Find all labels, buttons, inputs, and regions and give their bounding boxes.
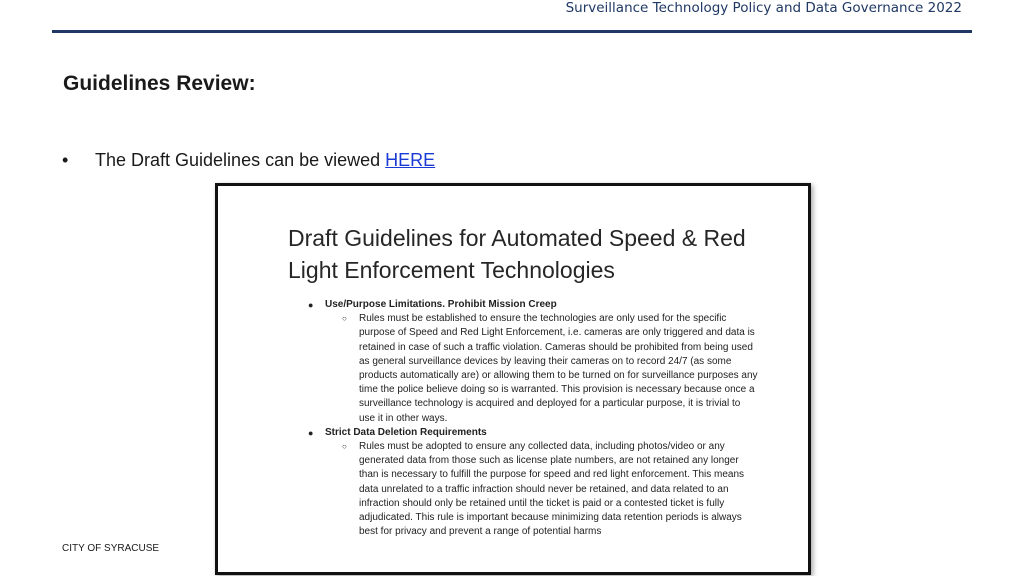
- sub-bullet: ○: [342, 314, 347, 324]
- section-item: [308, 298, 758, 312]
- section-body-item: [342, 440, 758, 539]
- section-body: Rules must be adopted to ensure any collected data, including photos/video or any generated data from those such as license plate numbers, are not retained any longer than is necessary to fulfill the purpose for speed and red light enforcement. This means data unrelated to a traffic infraction should never be retained, and data related to an infraction should only be retained until the ticket is paid or a contested ticket is fully adjudicated. This rule is important because minimizing data retention periods is always best for privacy and prevent a range of potential harms: [359, 441, 745, 538]
- section-title: Use/Purpose Limitations. Prohibit Mission Creep: [325, 299, 557, 310]
- sub-bullet: ○: [342, 442, 347, 452]
- section-body: Rules must be established to ensure the technologies are only used for the specific purpose of Speed and Red Light Enforcement, i.e. cameras are only triggered and data is retained in case of such a traffic violation. Cameras should be prohibited from being used as general surveillance devices by leaving their cameras on to record 24/7 (as some products automatically are) or allowing them to be turned on for surveillance purposes any time the police believe doing so is warranted. This provision is necessary because once a surveillance technology is acquired and deployed for a particular purpose, it is trivial to use it in other ways.: [359, 313, 758, 424]
- bullet-marker: •: [62, 150, 69, 170]
- footer-label: CITY OF SYRACUSE: [62, 543, 160, 554]
- document-title: Draft Guidelines for Automated Speed & Red Light Enforcement Technologies: [288, 225, 746, 283]
- section-bullet: ●: [308, 300, 314, 310]
- header-divider: [52, 30, 972, 33]
- bullet-text: The Draft Guidelines can be viewed: [95, 150, 386, 170]
- here-link[interactable]: HERE: [385, 150, 436, 170]
- section-title: Strict Data Deletion Requirements: [325, 426, 487, 438]
- section-bullet: ●: [308, 427, 314, 438]
- slide-heading: Guidelines Review:: [63, 72, 256, 95]
- guidelines-bullet: [62, 150, 435, 171]
- document-screenshot: [215, 183, 811, 575]
- section-body-item: [342, 312, 758, 426]
- header-title: Surveillance Technology Policy and Data Governance 2022: [565, 0, 962, 16]
- section-item: [308, 426, 758, 440]
- document-sections: [308, 298, 758, 539]
